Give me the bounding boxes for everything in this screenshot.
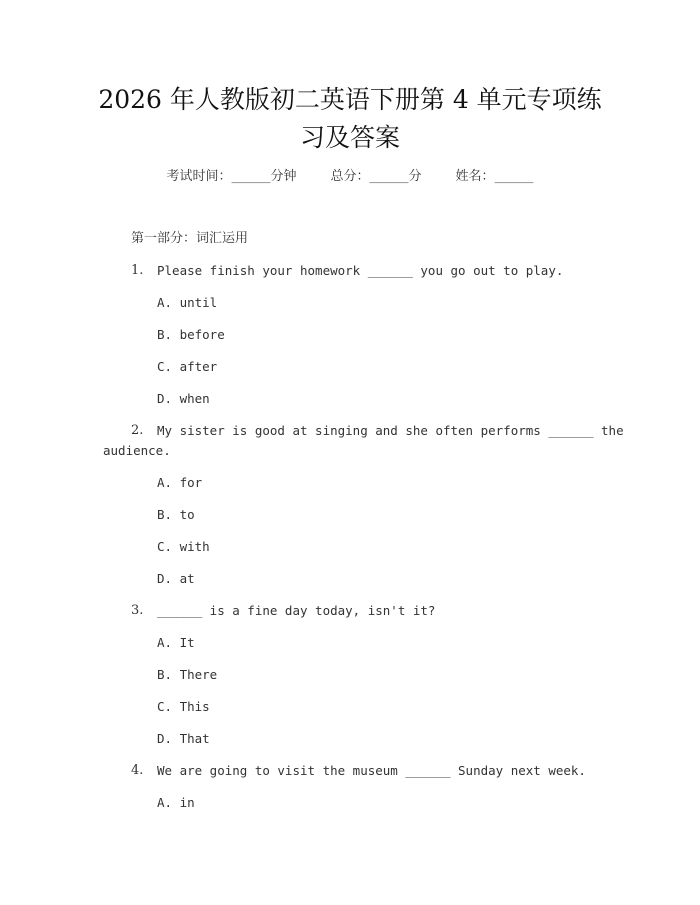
option-a: A. in [157,795,195,810]
document-title-line2: 习及答案 [299,123,400,152]
question-number: 3. [131,603,144,618]
document-title-line1: 2026 年人教版初二英语下册第 4 单元专项练 [98,85,602,114]
option-d: D. when [157,391,210,406]
exam-time: 考试时间：______分钟 [166,169,297,184]
question-text: We are going to visit the museum ______ Sunday next week. [157,763,586,778]
question-text: ______ is a fine day today, isn't it? [157,603,436,618]
exam-meta [0,168,700,186]
question-number: 2. [131,423,144,438]
option-b: B. There [157,667,218,682]
question-text-continued: audience. [103,443,171,458]
option-c: C. with [157,539,210,554]
question-number: 4. [131,763,144,778]
option-c: C. after [157,359,218,374]
option-d: D. That [157,731,210,746]
question-number: 1. [131,263,144,278]
question-text: Please finish your homework ______ you go out to play. [157,263,564,278]
option-b: B. before [157,327,225,342]
exam-score: 总分：______分 [330,169,422,184]
exam-name: 姓名：______ [455,169,534,184]
section-heading: 第一部分：词汇运用 [131,231,249,246]
option-c: C. This [157,699,210,714]
option-a: A. for [157,475,203,490]
option-a: A. It [157,635,195,650]
option-a: A. until [157,295,218,310]
question-text: My sister is good at singing and she often performs ______ the [157,423,624,438]
option-d: D. at [157,571,195,586]
option-b: B. to [157,507,195,522]
